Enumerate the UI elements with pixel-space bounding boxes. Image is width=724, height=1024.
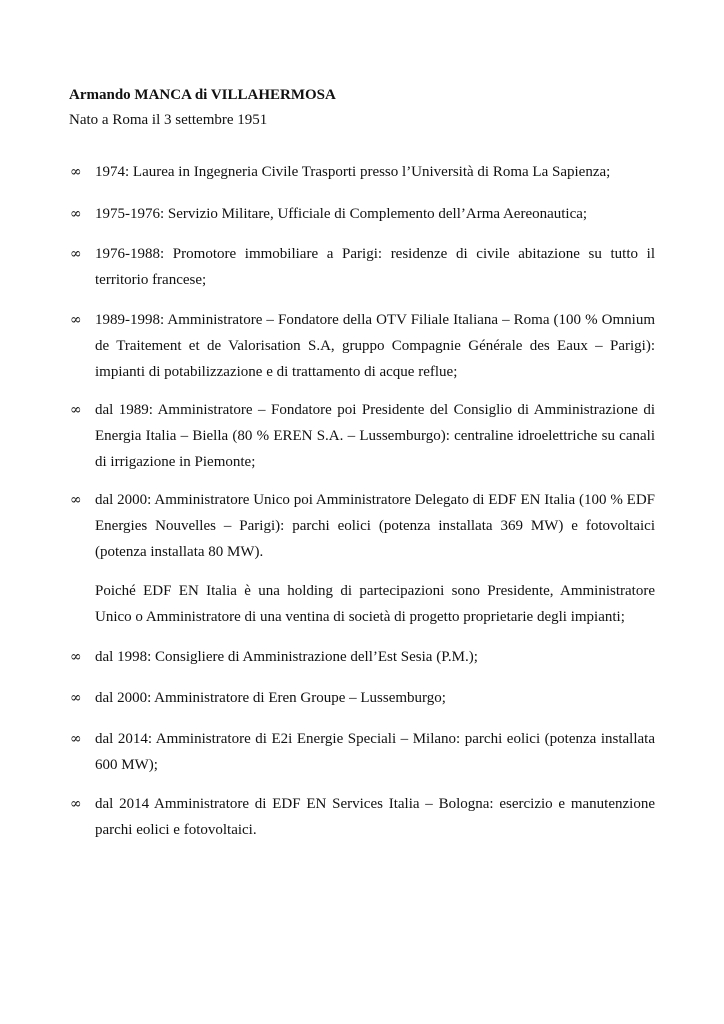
infinity-bullet-icon: ∞ xyxy=(70,246,82,262)
list-item-text: dal 1989: Amministratore – Fondatore poi Presidente del Consiglio di Amministrazione di Energia Italia – Biella (80 % EREN S.A. – Lussemburgo): centraline idroelettriche su canali di irrigazione in Piemonte; xyxy=(95,402,655,470)
person-name: Armando MANCA di VILLAHERMOSA xyxy=(69,87,336,103)
holding-note: Poiché EDF EN Italia è una holding di partecipazioni sono Presidente, Amministratore Unico o Amministratore di una ventina di società di progetto proprietarie degli impianti; xyxy=(95,583,655,625)
list-item-text: 1989-1998: Amministratore – Fondatore della OTV Filiale Italiana – Roma (100 % Omnium de Traitement et de Valorisation S.A, gruppo Compagnie Générale des Eaux – Parigi): impianti di potabilizzazione e di trattamento di acque reflue; xyxy=(95,312,655,380)
list-item-text: 1974: Laurea in Ingegneria Civile Trasporti presso l’Università di Roma La Sapienza; xyxy=(95,164,611,180)
list-item-text: dal 2014: Amministratore di E2i Energie Speciali – Milano: parchi eolici (potenza installata 600 MW); xyxy=(95,731,655,773)
list-item-text: dal 2000: Amministratore di Eren Groupe – Lussemburgo; xyxy=(95,690,446,706)
infinity-bullet-icon: ∞ xyxy=(70,796,82,812)
birth-info: Nato a Roma il 3 settembre 1951 xyxy=(69,112,268,128)
infinity-bullet-icon: ∞ xyxy=(70,492,82,508)
infinity-bullet-icon: ∞ xyxy=(70,312,82,328)
infinity-bullet-icon: ∞ xyxy=(70,649,82,665)
infinity-bullet-icon: ∞ xyxy=(70,690,82,706)
list-item-text: dal 2014 Amministratore di EDF EN Services Italia – Bologna: esercizio e manutenzione parchi eolici e fotovoltaici. xyxy=(95,796,655,838)
infinity-bullet-icon: ∞ xyxy=(70,731,82,747)
list-item-text: 1976-1988: Promotore immobiliare a Parigi: residenze di civile abitazione su tutto il territorio francese; xyxy=(95,246,655,288)
list-item-text: dal 2000: Amministratore Unico poi Amministratore Delegato di EDF EN Italia (100 % EDF Energies Nouvelles – Parigi): parchi eolici (potenza installata 369 MW) e fotovoltaici (potenza installata 80 MW). xyxy=(95,492,655,560)
list-item-text: 1975-1976: Servizio Militare, Ufficiale di Complemento dell’Arma Aereonautica; xyxy=(95,206,588,222)
infinity-bullet-icon: ∞ xyxy=(70,206,82,222)
infinity-bullet-icon: ∞ xyxy=(70,402,82,418)
infinity-bullet-icon: ∞ xyxy=(70,164,82,180)
list-item-text: dal 1998: Consigliere di Amministrazione dell’Est Sesia (P.M.); xyxy=(95,649,478,665)
